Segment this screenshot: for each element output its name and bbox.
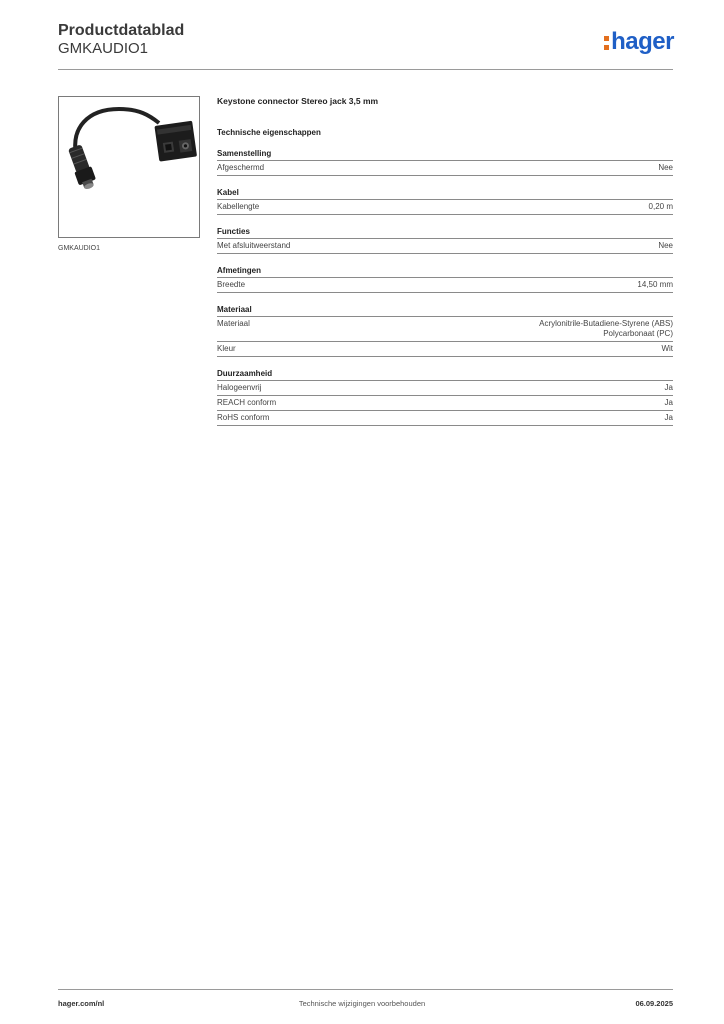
section-title: Afmetingen bbox=[217, 266, 673, 278]
spec-row bbox=[217, 161, 673, 176]
spec-value bbox=[665, 383, 673, 393]
footer-date: 06.09.2025 bbox=[635, 999, 673, 1008]
spec-sections bbox=[217, 149, 673, 426]
spec-value-line: Acrylonitrile-Butadiene-Styrene (ABS) bbox=[539, 319, 673, 328]
section-title: Duurzaamheid bbox=[217, 369, 673, 381]
spec-value-line: Nee bbox=[658, 163, 673, 172]
logo-dots-icon bbox=[604, 36, 610, 54]
spec-value-line: Ja bbox=[664, 413, 673, 422]
spec-label: Halogeenvrij bbox=[217, 383, 262, 392]
spec-row bbox=[217, 342, 673, 357]
spec-value bbox=[661, 344, 673, 354]
spec-row bbox=[217, 239, 673, 254]
section-title: Materiaal bbox=[217, 305, 673, 317]
specifications bbox=[217, 96, 673, 426]
spec-section bbox=[217, 149, 673, 176]
spec-value-line: 0,20 m bbox=[648, 202, 673, 211]
logo-text: hager bbox=[611, 28, 674, 55]
section-title: Kabel bbox=[217, 188, 673, 200]
properties-heading: Technische eigenschappen bbox=[217, 128, 321, 137]
footer-website: hager.com/nl bbox=[58, 999, 105, 1008]
header-divider bbox=[58, 69, 673, 70]
section-title: Samenstelling bbox=[217, 149, 673, 161]
footer-divider bbox=[58, 989, 673, 990]
spec-value bbox=[658, 163, 673, 173]
spec-label: Met afsluitweerstand bbox=[217, 241, 291, 250]
spec-value bbox=[539, 319, 673, 339]
spec-label: Kabellengte bbox=[217, 202, 260, 211]
spec-value-line: Ja bbox=[664, 398, 673, 407]
spec-value-line: Ja bbox=[664, 383, 673, 392]
spec-label: RoHS conform bbox=[217, 413, 270, 422]
spec-value bbox=[637, 280, 673, 290]
spec-value bbox=[649, 202, 673, 212]
spec-label: Breedte bbox=[217, 280, 246, 289]
spec-value-line: Nee bbox=[658, 241, 673, 250]
spec-row bbox=[217, 200, 673, 215]
page-title: Productdatablad bbox=[58, 22, 185, 39]
hager-logo bbox=[604, 28, 674, 56]
spec-section bbox=[217, 266, 673, 293]
section-title: Functies bbox=[217, 227, 673, 239]
spec-value-line: Polycarbonaat (PC) bbox=[603, 329, 673, 338]
spec-section bbox=[217, 188, 673, 215]
spec-row bbox=[217, 411, 673, 426]
spec-row bbox=[217, 278, 673, 293]
spec-section bbox=[217, 305, 673, 357]
spec-row bbox=[217, 396, 673, 411]
spec-value bbox=[665, 413, 673, 423]
spec-label: Materiaal bbox=[217, 319, 250, 328]
keystone-audio-cable-image bbox=[58, 96, 200, 238]
image-caption: GMKAUDIO1 bbox=[58, 245, 101, 252]
spec-row bbox=[217, 317, 673, 342]
spec-value-line: Wit bbox=[661, 344, 673, 353]
spec-label: REACH conform bbox=[217, 398, 277, 407]
footer-disclaimer: Technische wijzigingen voorbehouden bbox=[298, 999, 426, 1008]
product-name: Keystone connector Stereo jack 3,5 mm bbox=[217, 96, 379, 106]
spec-value bbox=[665, 398, 673, 408]
spec-label: Kleur bbox=[217, 344, 236, 353]
spec-row bbox=[217, 381, 673, 396]
product-code: GMKAUDIO1 bbox=[58, 40, 149, 57]
spec-section bbox=[217, 369, 673, 426]
spec-value-line: 14,50 mm bbox=[637, 280, 673, 289]
spec-section bbox=[217, 227, 673, 254]
spec-value bbox=[658, 241, 673, 251]
spec-label: Afgeschermd bbox=[217, 163, 265, 172]
